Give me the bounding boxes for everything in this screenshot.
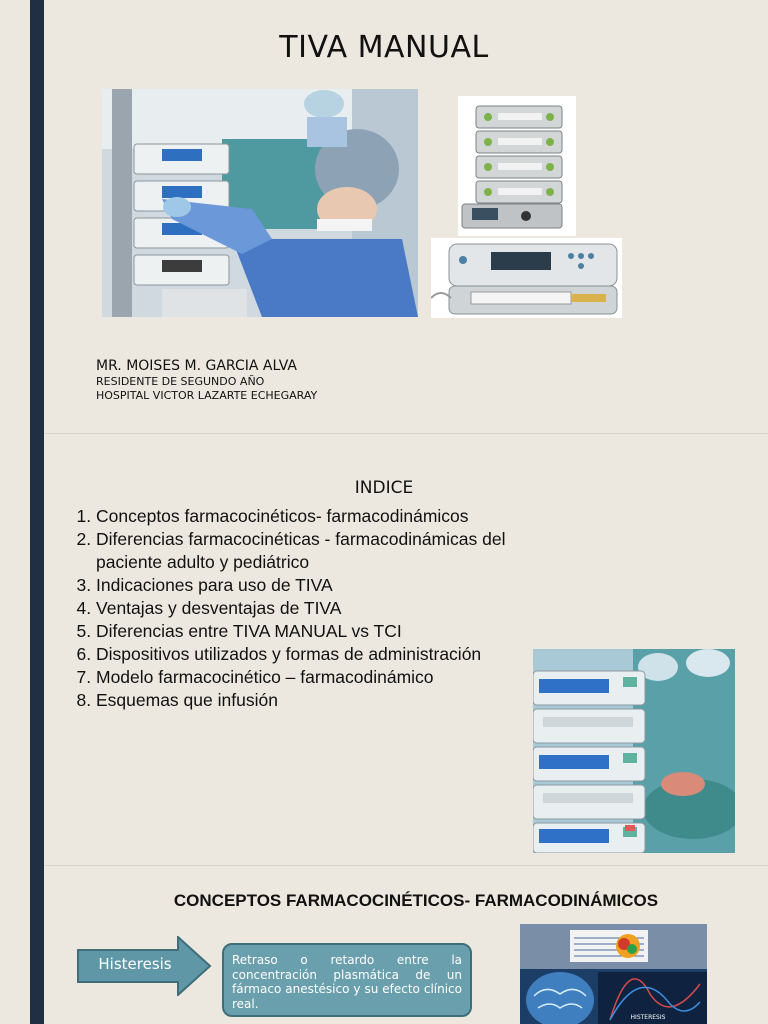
infusion-pumps-photo	[533, 649, 735, 853]
index-item: 8. Esquemas que infusión	[96, 689, 556, 712]
author-role: RESIDENTE DE SEGUNDO AÑO	[96, 375, 265, 388]
index-list	[72, 505, 556, 712]
slide-title: TIVA MANUAL	[279, 30, 489, 65]
index-item: 1. Conceptos farmacocinéticos- farmacodinámicos	[96, 505, 556, 528]
index-title: INDICE	[354, 478, 414, 498]
index-item: 7. Modelo farmacocinético – farmacodinámico	[96, 666, 556, 689]
operating-room-photo	[102, 89, 418, 317]
author-hospital: HOSPITAL VICTOR LAZARTE ECHEGARAY	[96, 389, 318, 402]
slide-divider	[44, 865, 768, 866]
slide-divider	[44, 433, 768, 434]
histeresis-definition-box: Retraso o retardo entre la concentración plasmática de un fármaco anestésico y su efecto clínico real.	[222, 943, 472, 1017]
index-item: 3. Indicaciones para uso de TIVA	[96, 574, 556, 597]
index-item: 4. Ventajas y desventajas de TIVA	[96, 597, 556, 620]
hysteresis-figure	[520, 924, 707, 1024]
hysteresis-caption: HISTERESIS	[630, 1014, 666, 1021]
author-name: MR. MOISES M. GARCIA ALVA	[96, 358, 297, 374]
syringe-pump-photo	[431, 238, 622, 318]
section-heading: CONCEPTOS FARMACOCINÉTICOS- FARMACODINÁMICOS	[173, 891, 659, 910]
index-item: 2. Diferencias farmacocinéticas - farmacodinámicas del paciente adulto y pediátrico	[96, 528, 556, 574]
left-accent-bar	[30, 0, 44, 1024]
syringe-pump-stack-photo	[458, 96, 576, 236]
index-item: 5. Diferencias entre TIVA MANUAL vs TCI	[96, 620, 556, 643]
index-item: 6. Dispositivos utilizados y formas de administración	[96, 643, 556, 666]
histeresis-label: Histeresis	[98, 955, 172, 973]
